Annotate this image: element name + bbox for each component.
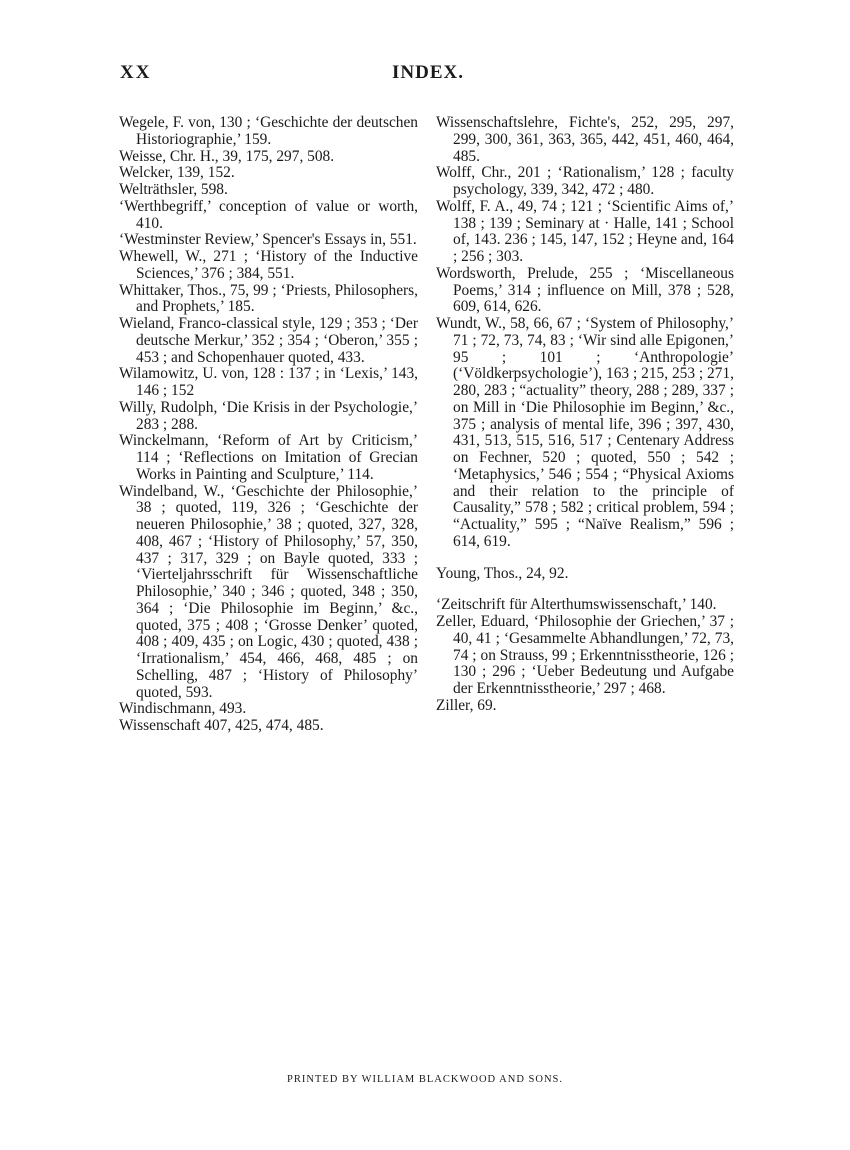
index-entry: Ziller, 69. — [436, 696, 497, 714]
index-entry: Welträthsler, 598. — [119, 181, 228, 198]
page-number: XX — [120, 62, 152, 83]
index-entry: Wieland, Franco-classical style, 129 ; 353 ; ‘Der deutsche Merkur,’ 352 ; 354 ; ‘Oberon,’ 355 ; 453 ; and Schopenhauer quoted, 433. — [119, 315, 418, 366]
left-index-column — [119, 115, 418, 735]
index-entry: Wordsworth, Prelude, 255 ; ‘Miscellaneous Poems,’ 314 ; influence on Mill, 378 ; 528, 609, 614, 626. — [436, 264, 734, 316]
index-entry: Wolff, F. A., 49, 74 ; 121 ; ‘Scientific Aims of,’ 138 ; 139 ; Seminary at · Halle, 141 ; School of, 143. 236 ; 145, 147, 152 ; Heyne and, 164 ; 256 ; 303. — [436, 197, 734, 265]
index-entry: Wegele, F. von, 130 ; ‘Geschichte der deutschen Historiographie,’ 159. — [119, 114, 418, 148]
index-entry: Wissenschaftslehre, Fichte's, 252, 295, 297, 299, 300, 361, 363, 365, 442, 451, 460, 464, 485. — [436, 114, 734, 165]
right-index-column — [436, 115, 734, 715]
index-entry: Welcker, 139, 152. — [119, 164, 235, 182]
index-entry: Zeller, Eduard, ‘Philosophie der Griechen,’ 37 ; 40, 41 ; ‘Gesammelte Abhandlungen,’ 72, 73, 74 ; on Strauss, 99 ; Erkenntnisstheorie, 126 ; 130 ; 296 ; ‘Ueber Bedeutung und Aufgabe der Erkenntnisstheorie,’ 297 ; 468. — [436, 613, 734, 697]
index-entry: Wundt, W., 58, 66, 67 ; ‘System of Philosophy,’ 71 ; 72, 73, 74, 83 ; ‘Wir sind alle Epigonen,’ 95 ; 101 ; ‘Anthropologie’ (‘Völdkerpsychologie’), 163 ; 215, 253 ; 271, 280, 283 ; “actuality” theory, 288 ; 289, 337 ; on Mill in ‘Die Philosophie im Beginn,’ &c., 375 ; analysis of mental life, 396 ; 397, 430, 431, 513, 515, 516, 517 ; Centenary Address on Fechner, 520 ; quoted, 550 ; 542 ; ‘Metaphysics,’ 546 ; 554 ; “Physical Axioms and their relation to the principle of Causality,” 578 ; 582 ; critical problem, 594 ; “Actuality,” 595 ; “Naïve Realism,” 596 ; 614, 619. — [436, 315, 734, 550]
index-entry: ‘Zeitschrift für Alterthumswissenschaft,’ 140. — [436, 596, 717, 614]
index-entry: ‘Werthbegriff,’ conception of value or worth, 410. — [119, 197, 418, 232]
index-entry: Weisse, Chr. H., 39, 175, 297, 508. — [119, 147, 335, 165]
index-entry: Young, Thos., 24, 92. — [436, 564, 569, 582]
index-entry: Wolff, Chr., 201 ; ‘Rationalism,’ 128 ; faculty psychology, 339, 342, 472 ; 480. — [436, 164, 734, 198]
index-entry: Wilamowitz, U. von, 128 : 137 ; in ‘Lexis,’ 143, 146 ; 152 — [119, 365, 418, 399]
index-entry: Windischmann, 493. — [119, 700, 247, 718]
printer-footer: PRINTED BY WILLIAM BLACKWOOD AND SONS. — [287, 1074, 563, 1085]
index-entry: Windelband, W., ‘Geschichte der Philosophie,’ 38 ; quoted, 119, 326 ; ‘Geschichte der neueren Philosophie,’ 38 ; quoted, 327, 328, 408, 467 ; ‘History of Philosophy,’ 57, 350, 437 ; 317, 329 ; on Bayle quoted, 333 ; ‘Vierteljahrsschrift für Wissenschaftliche Philosophie,’ 340 ; 346 ; quoted, 348 ; 350, 364 ; ‘Die Philosophie im Beginn,’ &c., quoted, 375 ; 408 ; ‘Grosse Denker’ quoted, 408 ; 409, 435 ; on Logic, 430 ; quoted, 438 ; ‘Irrationalism,’ 454, 466, 468, 485 ; on Schelling, 487 ; ‘History of Philosophy’ quoted, 593. — [119, 482, 418, 701]
index-entry: Willy, Rudolph, ‘Die Krisis in der Psychologie,’ 283 ; 288. — [119, 398, 418, 433]
index-entry: ‘Westminster Review,’ Spencer's Essays in, 551. — [119, 231, 417, 249]
index-entry: Whewell, W., 271 ; ‘History of the Inductive Sciences,’ 376 ; 384, 551. — [119, 248, 418, 282]
index-entry: Whittaker, Thos., 75, 99 ; ‘Priests, Philosophers, and Prophets,’ 185. — [119, 281, 418, 316]
index-entry: Winckelmann, ‘Reform of Art by Criticism,’ 114 ; ‘Reflections on Imitation of Grecian Works in Painting and Sculpture,’ 114. — [119, 432, 418, 483]
page-header — [0, 62, 850, 90]
index-entry: Wissenschaft 407, 425, 474, 485. — [119, 717, 324, 734]
page-title: INDEX. — [392, 62, 464, 83]
